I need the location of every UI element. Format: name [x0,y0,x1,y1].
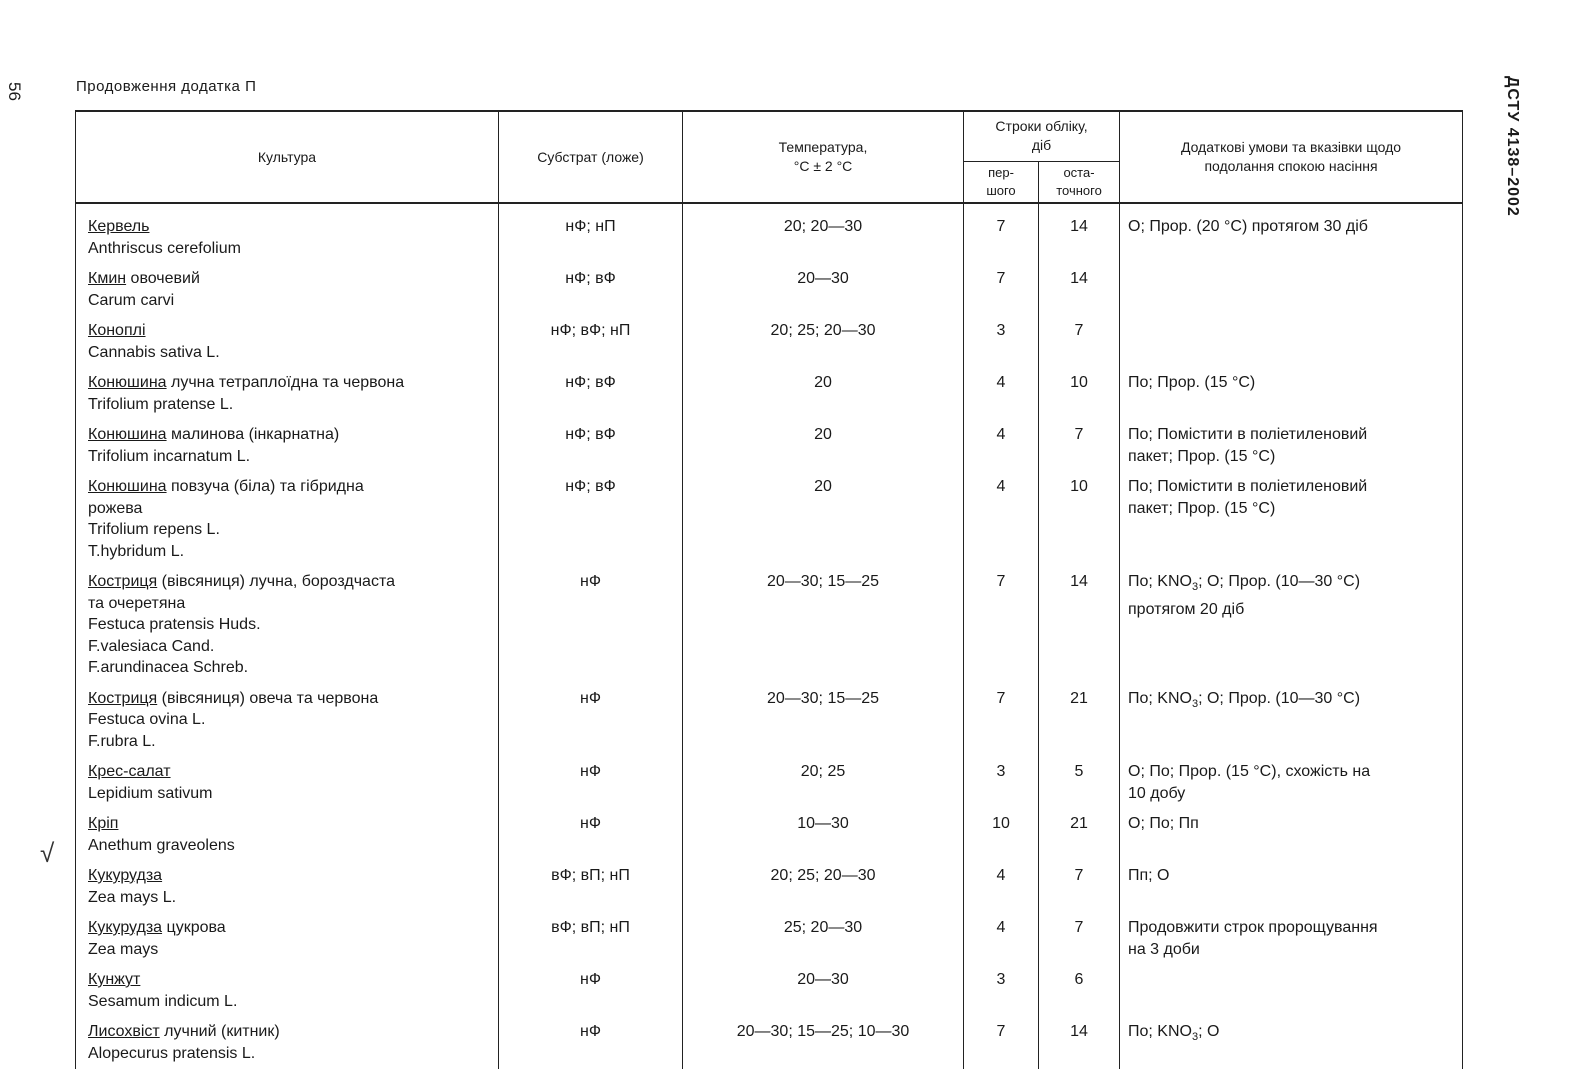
culture-name: Коноплі [88,322,146,339]
cell-culture [76,809,499,861]
cell-substrate: нФ; вФ [499,472,683,567]
cell-final-count: 21 [1039,809,1120,861]
cell-final-count: 6 [1039,965,1120,1017]
cell-culture [76,913,499,965]
cell-culture [76,316,499,368]
culture-latin-name: Zea mays L. [88,888,177,906]
cell-final-count: 14 [1039,203,1120,264]
culture-name: Костриця (вівсяниця) овеча та червона [88,689,379,707]
culture-name: Кукурудза цукрова [88,919,226,936]
culture-name: Кукурудза [88,867,163,884]
culture-name: Кунжут [88,971,141,988]
table-row [76,316,1463,368]
cell-temperature: 20—30 [683,264,964,316]
cell-extra-conditions [1120,264,1463,316]
cell-first-count: 4 [964,368,1039,420]
table-row [76,809,1463,861]
table-row [76,684,1463,758]
culture-latin-name: Sesamum indicum L. [88,992,238,1010]
page-number: 56 [5,82,24,101]
cell-final-count: 7 [1039,420,1120,472]
culture-name: Конюшина лучна тетраплоїдна та червона [88,374,405,391]
cell-temperature: 20 [683,472,964,567]
table-row [76,965,1463,1017]
culture-latin-name: Anthriscus cerefolium [88,239,241,257]
cell-culture [76,420,499,472]
cell-extra-conditions: По; Помістити в поліетиленовий пакет; Прор. (15 °С) [1120,420,1463,472]
culture-name: Конюшина малинова (інкарнатна) [88,426,340,443]
cell-temperature: 20—30; 15—25; 10—30 [683,1017,964,1069]
cell-first-count: 7 [964,203,1039,264]
cell-temperature: 20; 25; 20—30 [683,861,964,913]
cell-first-count: 10 [964,809,1039,861]
culture-name: Кервель [88,218,150,235]
cell-extra-conditions: По; $KNO_3$; О [1120,1017,1463,1069]
cell-first-count: 4 [964,472,1039,567]
culture-latin-name: Trifolium incarnatum L. [88,447,251,465]
column-header-culture: Культура [76,111,499,203]
cell-temperature: 20—30; 15—25 [683,567,964,684]
culture-latin-name: Trifolium pratense L. [88,395,234,413]
cell-first-count: 3 [964,757,1039,809]
culture-latin-name: F.rubra L. [88,732,156,750]
culture-latin-name: Lepidium sativum [88,784,213,802]
table-row [76,368,1463,420]
cell-substrate: нФ [499,684,683,758]
table-row [76,203,1463,264]
culture-name: Костриця (вівсяниця) лучна, бороздчаста [88,573,395,590]
cell-final-count: 7 [1039,861,1120,913]
cell-first-count: 7 [964,567,1039,684]
culture-latin-name: F.valesiaca Cand. [88,637,215,655]
cell-first-count: 3 [964,316,1039,368]
cell-extra-conditions: По; Помістити в поліетиленовий пакет; Прор. (15 °С) [1120,472,1463,567]
cell-substrate: нФ; вФ; нП [499,316,683,368]
cell-culture [76,264,499,316]
culture-name: Кмин овочевий [88,270,200,287]
cell-final-count: 14 [1039,1017,1120,1069]
cell-substrate: нФ; нП [499,203,683,264]
handwritten-check-mark: √ [40,838,55,868]
cell-final-count: 5 [1039,757,1120,809]
table-row [76,567,1463,684]
culture-latin-name: Festuca ovina L. [88,711,206,728]
cell-extra-conditions: Продовжити строк пророщування на 3 доби [1120,913,1463,965]
cell-substrate: нФ; вФ [499,368,683,420]
cell-substrate: нФ; вФ [499,420,683,472]
cell-first-count: 3 [964,965,1039,1017]
cell-temperature: 20 [683,368,964,420]
culture-latin-name: Zea mays [88,940,159,958]
column-header-extra-conditions: Додаткові умови та вказівки щодо подолання спокою насіння [1120,111,1463,203]
culture-latin-name: Trifolium repens L. [88,521,220,538]
cell-final-count: 10 [1039,368,1120,420]
cell-culture [76,567,499,684]
cell-extra-conditions: О; По; Прор. (15 °С), схожість на 10 добу [1120,757,1463,809]
cell-culture [76,684,499,758]
cell-culture [76,965,499,1017]
cell-extra-conditions: Пп; О [1120,861,1463,913]
cell-first-count: 7 [964,264,1039,316]
cell-final-count: 7 [1039,316,1120,368]
culture-latin-name: Alopecurus pratensis L. [88,1044,256,1062]
culture-name-continued: та очеретяна [88,594,186,612]
table-row [76,757,1463,809]
cell-temperature: 20—30 [683,965,964,1017]
cell-first-count: 4 [964,861,1039,913]
cell-temperature: 20—30; 15—25 [683,684,964,758]
cell-temperature: 20 [683,420,964,472]
culture-latin-name: Festuca pratensis Huds. [88,616,261,633]
cell-substrate: нФ; вФ [499,264,683,316]
cell-first-count: 4 [964,913,1039,965]
cell-temperature: 25; 20—30 [683,913,964,965]
cell-extra-conditions: О; Прор. (20 °С) протягом 30 діб [1120,203,1463,264]
culture-name: Конюшина повзуча (біла) та гібридна [88,478,364,495]
cell-extra-conditions: По; Прор. (15 °С) [1120,368,1463,420]
table-body [76,203,1463,1069]
cell-substrate: вФ; вП; нП [499,913,683,965]
cell-culture [76,368,499,420]
cell-temperature: 20; 25 [683,757,964,809]
cell-temperature: 10—30 [683,809,964,861]
culture-latin-name: T.hybridum L. [88,542,185,560]
cell-first-count: 7 [964,1017,1039,1069]
culture-latin-name: Cannabis sativa L. [88,343,220,361]
table-row [76,913,1463,965]
cell-extra-conditions: О; По; Пп [1120,809,1463,861]
document-code: ДСТУ 4138–2002 [1504,76,1521,217]
cell-final-count: 10 [1039,472,1120,567]
cell-first-count: 7 [964,684,1039,758]
cell-substrate: нФ [499,567,683,684]
cell-final-count: 7 [1039,913,1120,965]
cell-temperature: 20; 20—30 [683,203,964,264]
culture-latin-name: F.arundinacea Schreb. [88,659,249,676]
column-header-substrate: Субстрат (ложе) [499,111,683,203]
column-header-final-count: оста- точного [1039,161,1120,203]
culture-latin-name: Carum carvi [88,291,175,309]
cell-first-count: 4 [964,420,1039,472]
cell-temperature: 20; 25; 20—30 [683,316,964,368]
germination-table [75,110,1463,1069]
cell-culture [76,1017,499,1069]
table-row [76,264,1463,316]
cell-culture [76,203,499,264]
column-header-terms: Строки обліку, діб [964,111,1120,161]
cell-substrate: нФ [499,809,683,861]
cell-culture [76,861,499,913]
culture-latin-name: Anethum graveolens [88,836,235,854]
cell-final-count: 14 [1039,567,1120,684]
cell-extra-conditions: По; $KNO_3$; О; Прор. (10—30 °С) протягом 20 діб [1120,567,1463,684]
cell-extra-conditions [1120,316,1463,368]
culture-name: Кріп [88,815,119,832]
cell-substrate: нФ [499,1017,683,1069]
table-row [76,472,1463,567]
cell-final-count: 21 [1039,684,1120,758]
culture-name-continued: рожева [88,499,143,517]
cell-culture [76,757,499,809]
culture-name: Крес-салат [88,763,171,780]
table-row [76,1017,1463,1069]
column-header-first-count: пер- шого [964,161,1039,203]
column-header-temperature: Температура, °С ± 2 °С [683,111,964,203]
cell-substrate: вФ; вП; нП [499,861,683,913]
table-row [76,420,1463,472]
cell-extra-conditions [1120,965,1463,1017]
cell-final-count: 14 [1039,264,1120,316]
cell-culture [76,472,499,567]
table-row [76,861,1463,913]
cell-substrate: нФ [499,965,683,1017]
cell-extra-conditions: По; $KNO_3$; О; Прор. (10—30 °С) [1120,684,1463,758]
document-header: Продовження додатка П [76,78,257,95]
culture-name: Лисохвіст лучний (китник) [88,1023,280,1040]
cell-substrate: нФ [499,757,683,809]
